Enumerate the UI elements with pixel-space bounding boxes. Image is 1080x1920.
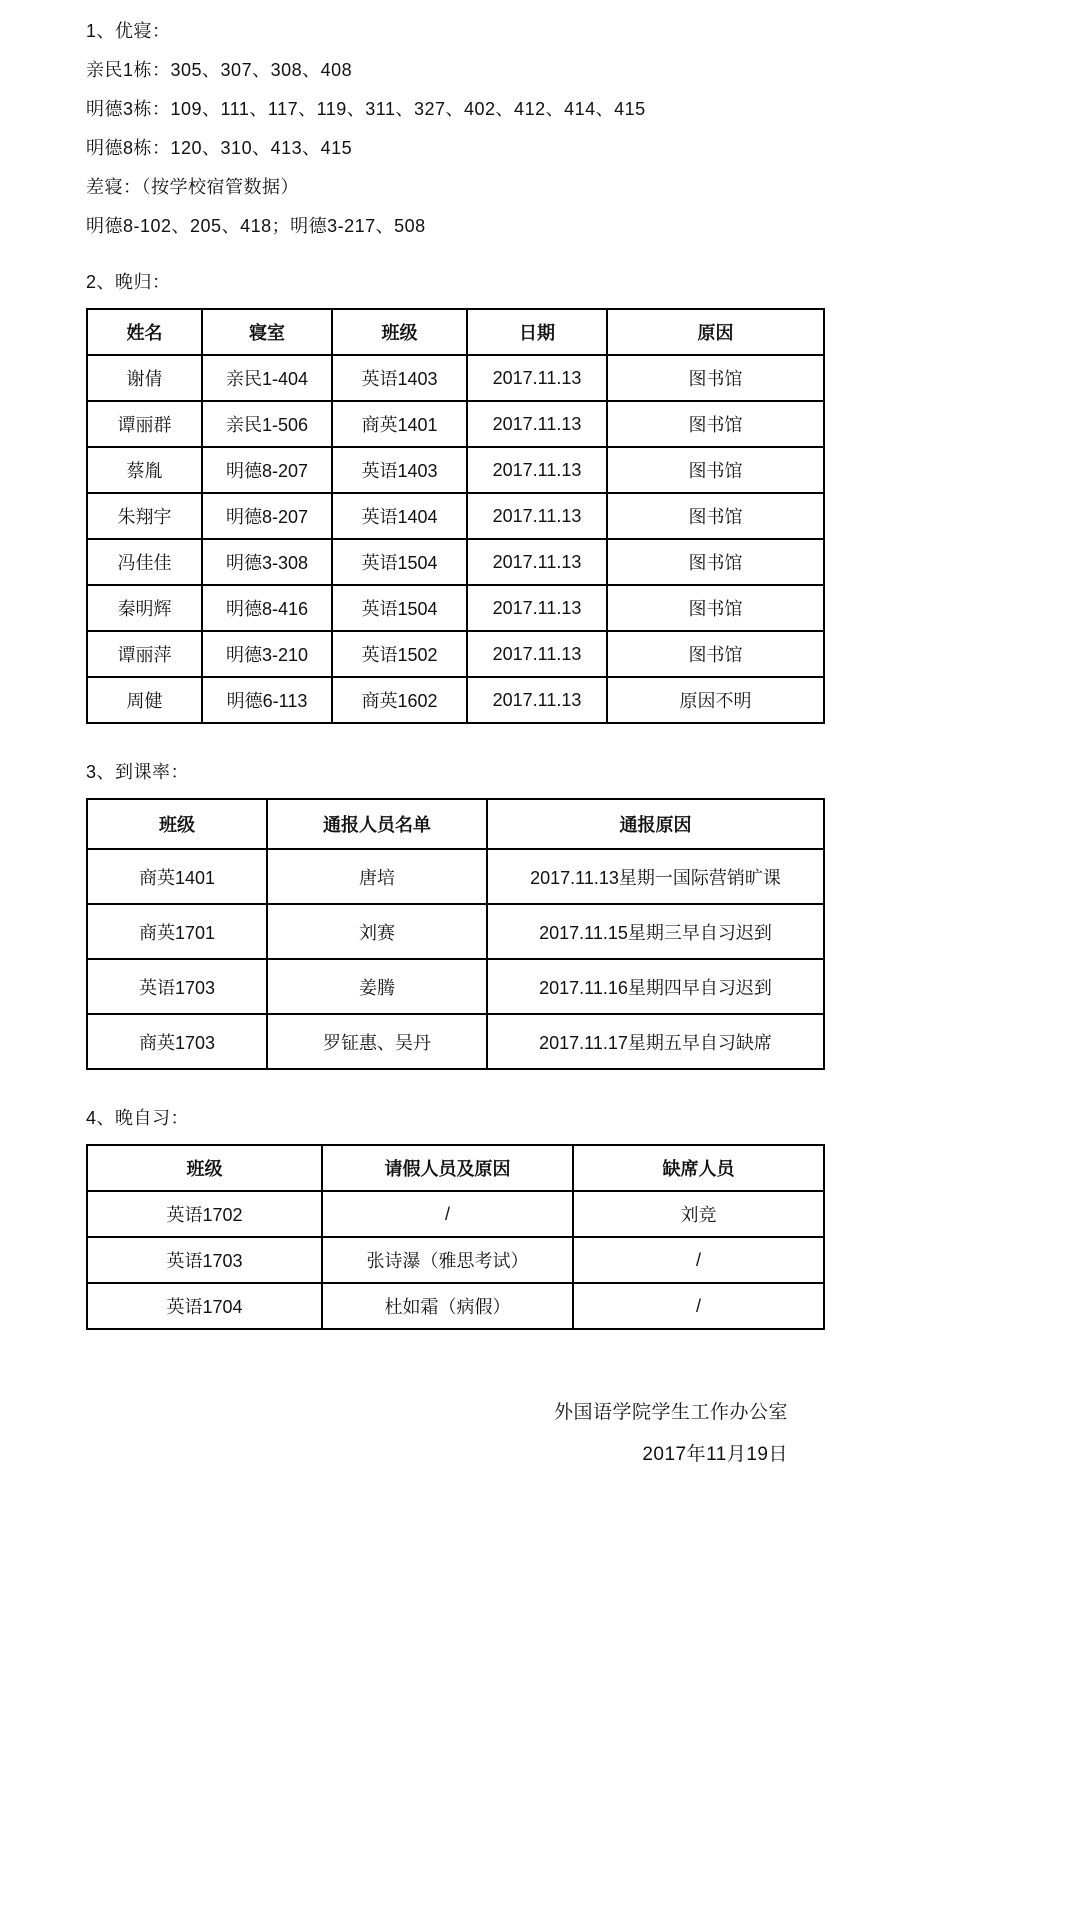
table-cell: 罗钲惠、吴丹 [267,1014,487,1069]
table-cell: 英语1702 [87,1191,322,1237]
column-header: 寝室 [202,309,332,355]
dorm-note-line: 明德8-102、205、418；明德3-217、508 [86,216,426,236]
table-cell: 英语1403 [332,447,467,493]
table-row [87,447,824,493]
column-header: 日期 [467,309,607,355]
attendance-table [86,798,825,1070]
column-header: 班级 [87,1145,322,1191]
dorm-note-line: 明德8栋：120、310、413、415 [86,138,353,158]
table-row [87,355,824,401]
column-header: 姓名 [87,309,202,355]
table-cell: 商英1701 [87,904,267,959]
table-cell: 原因不明 [607,677,824,723]
dorm-note-line: 亲民1栋：305、307、308、408 [86,60,353,80]
table-cell: 图书馆 [607,355,824,401]
footer-office: 外国语学院学生工作办公室 [553,1402,788,1423]
table-row [87,904,824,959]
table-cell: 周健 [87,677,202,723]
table-cell: 商英1401 [332,401,467,447]
table-cell: / [322,1191,573,1237]
table-cell: 蔡胤 [87,447,202,493]
table-row [87,493,824,539]
section-title-excellent-dorms: 1、优寝： [86,21,171,41]
table-cell: 图书馆 [607,631,824,677]
table-cell: 商英1602 [332,677,467,723]
table-row [87,585,824,631]
table-cell: 图书馆 [607,539,824,585]
table-cell: 2017.11.13 [467,447,607,493]
signature-block [86,1392,823,1476]
table-cell: 2017.11.13 [467,539,607,585]
table-cell: 2017.11.13 [467,631,607,677]
column-header: 请假人员及原因 [322,1145,573,1191]
table-cell: 明德3-210 [202,631,332,677]
table-row [87,1191,824,1237]
table-cell: 2017.11.13星期一国际营销旷课 [487,849,824,904]
table-row [87,677,824,723]
table-cell: 英语1703 [87,1237,322,1283]
table-cell: 2017.11.13 [467,355,607,401]
table-cell: 明德8-207 [202,493,332,539]
table-cell: 亲民1-506 [202,401,332,447]
table-cell: 英语1703 [87,959,267,1014]
table-cell: 亲民1-404 [202,355,332,401]
dorm-note-line: 差寝：（按学校宿管数据） [86,177,299,197]
table-cell: 2017.11.15星期三早自习迟到 [487,904,824,959]
table-cell: 2017.11.13 [467,585,607,631]
table-cell: 图书馆 [607,585,824,631]
table-cell: 朱翔宇 [87,493,202,539]
table-cell: 英语1502 [332,631,467,677]
table-cell: 2017.11.13 [467,401,607,447]
table-cell: 英语1704 [87,1283,322,1329]
table-row [87,539,824,585]
dorm-note-line: 明德3栋：109、111、117、119、311、327、402、412、414、415 [86,99,646,119]
table-cell: 明德6-113 [202,677,332,723]
table-cell: 英语1403 [332,355,467,401]
table-cell: 2017.11.17星期五早自习缺席 [487,1014,824,1069]
table-cell: 张诗瀑（雅思考试） [322,1237,573,1283]
evening-study-table [86,1144,825,1330]
table-row [87,1237,824,1283]
table-row [87,631,824,677]
table-cell: 图书馆 [607,493,824,539]
table-cell: 图书馆 [607,401,824,447]
table-cell: 姜腾 [267,959,487,1014]
table-cell: 商英1703 [87,1014,267,1069]
column-header: 原因 [607,309,824,355]
table-row [87,1014,824,1069]
footer-date: 2017年11月19日 [642,1444,788,1465]
table-cell: / [573,1283,824,1329]
section-title-evening-study: 4、晚自习： [86,1108,190,1128]
column-header: 通报人员名单 [267,799,487,849]
table-cell: 2017.11.16星期四早自习迟到 [487,959,824,1014]
table-cell: 唐培 [267,849,487,904]
table-cell: 明德8-416 [202,585,332,631]
late-return-table [86,308,825,724]
table-cell: 英语1504 [332,539,467,585]
table-cell: 谢倩 [87,355,202,401]
table-row [87,959,824,1014]
table-cell: 英语1404 [332,493,467,539]
table-row [87,849,824,904]
table-header-row [87,309,824,355]
table-cell: 刘竞 [573,1191,824,1237]
table-cell: / [573,1237,824,1283]
table-cell: 冯佳佳 [87,539,202,585]
table-row [87,1283,824,1329]
table-cell: 英语1504 [332,585,467,631]
table-cell: 2017.11.13 [467,677,607,723]
column-header: 班级 [87,799,267,849]
section-title-late-return: 2、晚归： [86,272,171,292]
table-header-row [87,1145,824,1191]
table-cell: 杜如霜（病假） [322,1283,573,1329]
table-row [87,401,824,447]
table-cell: 谭丽萍 [87,631,202,677]
table-cell: 明德3-308 [202,539,332,585]
table-header-row [87,799,824,849]
table-cell: 明德8-207 [202,447,332,493]
section-title-attendance: 3、到课率： [86,762,190,782]
column-header: 通报原因 [487,799,824,849]
column-header: 班级 [332,309,467,355]
table-cell: 2017.11.13 [467,493,607,539]
table-cell: 刘赛 [267,904,487,959]
table-cell: 商英1401 [87,849,267,904]
column-header: 缺席人员 [573,1145,824,1191]
table-cell: 秦明辉 [87,585,202,631]
table-cell: 谭丽群 [87,401,202,447]
table-cell: 图书馆 [607,447,824,493]
